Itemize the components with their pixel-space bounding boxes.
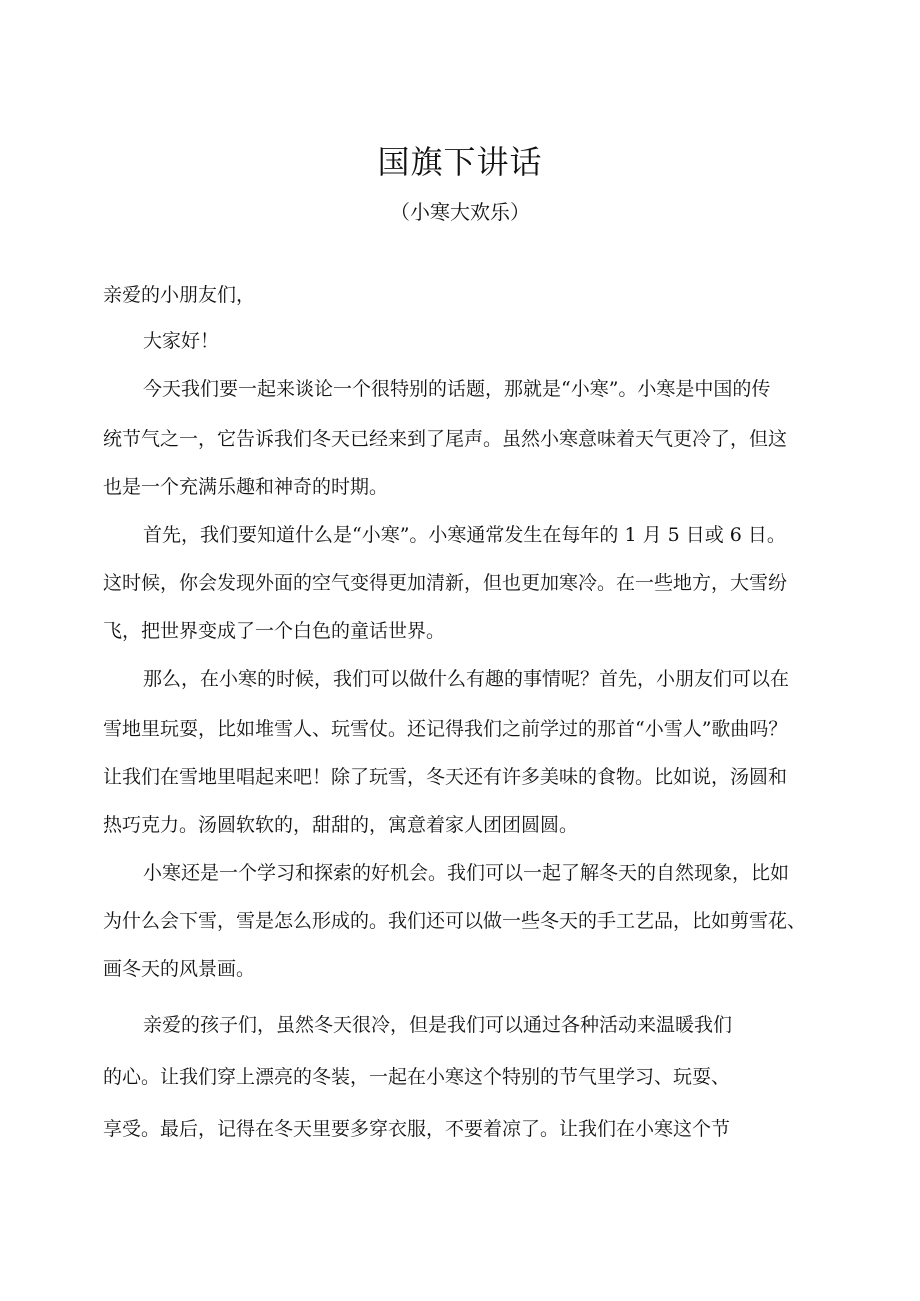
paragraph-line: 小寒还是一个学习和探索的好机会。我们可以一起了解冬天的自然现象，比如 — [143, 862, 790, 884]
paragraph-line: 享受。最后，记得在冬天里要多穿衣服，不要着凉了。让我们在小寒这个节 — [103, 1118, 731, 1140]
paragraph-line: 的心。让我们穿上漂亮的冬装，一起在小寒这个特别的节气里学习、玩耍、 — [103, 1066, 731, 1088]
paragraph-line: 雪地里玩耍，比如堆雪人、玩雪仗。还记得我们之前学过的那首“小雪人”歌曲吗？ — [103, 718, 788, 740]
paragraph-line: 统节气之一，它告诉我们冬天已经来到了尾声。虽然小寒意味着天气更冷了，但这 — [103, 428, 788, 450]
paragraph-line: 画冬天的风景画。 — [103, 958, 256, 980]
paragraph-line: 今天我们要一起来谈论一个很特别的话题，那就是“小寒”。小寒是中国的传 — [143, 378, 771, 400]
paragraph-line: 飞，把世界变成了一个白色的童话世界。 — [103, 620, 446, 642]
greeting-line: 亲爱的小朋友们， — [103, 284, 256, 306]
page-title: 国旗下讲话 — [377, 143, 543, 181]
paragraph-line: 那么，在小寒的时候，我们可以做什么有趣的事情呢？首先，小朋友们可以在 — [143, 668, 790, 690]
page-subtitle: （小寒大欢乐） — [390, 200, 530, 224]
hello-line: 大家好！ — [143, 330, 220, 352]
paragraph-line: 热巧克力。汤圆软软的，甜甜的，寓意着家人团团圆圆。 — [103, 814, 579, 836]
paragraph-line: 为什么会下雪，雪是怎么形成的。我们还可以做一些冬天的手工艺品，比如剪雪花、 — [103, 910, 807, 932]
paragraph-line: 首先，我们要知道什么是“小寒”。小寒通常发生在每年的 1 月 5 日或 6 日。 — [143, 524, 786, 546]
paragraph-line: 也是一个充满乐趣和神奇的时期。 — [103, 476, 389, 498]
paragraph-line: 这时候，你会发现外面的空气变得更加清新，但也更加寒冷。在一些地方，大雪纷 — [103, 572, 788, 594]
paragraph-line: 亲爱的孩子们，虽然冬天很冷，但是我们可以通过各种活动来温暖我们 — [143, 1014, 733, 1036]
paragraph-line: 让我们在雪地里唱起来吧！除了玩雪，冬天还有许多美味的食物。比如说，汤圆和 — [103, 766, 788, 788]
